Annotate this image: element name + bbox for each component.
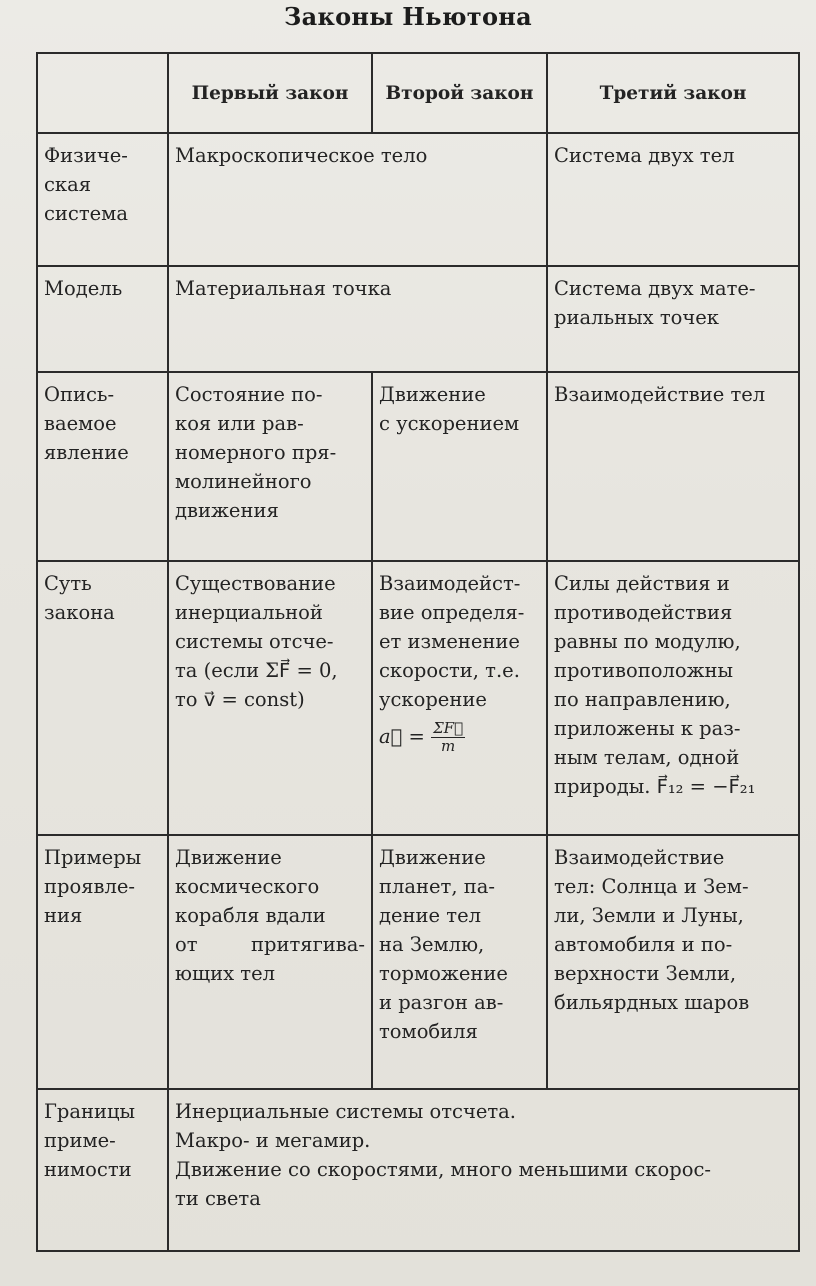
row-label-phenomenon <box>37 372 168 561</box>
label-line: проявле- <box>44 875 136 898</box>
cell-text: та (если ΣF⃗ = 0, <box>175 659 338 682</box>
cell-model-third <box>547 266 799 372</box>
cell-text: торможение <box>379 962 508 985</box>
formula-fraction <box>431 720 465 755</box>
header-second-law: Второй закон <box>372 53 547 133</box>
label-line: Физиче- <box>44 144 128 167</box>
cell-text: Существование <box>175 572 336 595</box>
cell-text: то v⃗ = const) <box>175 688 305 711</box>
cell-text: равны по модулю, <box>554 630 741 653</box>
label-line: нимости <box>44 1158 132 1181</box>
cell-text: дение тел <box>379 904 481 927</box>
cell-text: Движение <box>379 846 486 869</box>
cell-text: системы отсче- <box>175 630 334 653</box>
cell-text: ли, Земли и Луны, <box>554 904 744 927</box>
label-line: Примеры <box>44 846 142 869</box>
cell-text: скорости, т.е. <box>379 659 520 682</box>
row-phenomenon <box>37 372 799 561</box>
cell-text: Система двух мате- <box>554 277 756 300</box>
cell-phenomenon-first <box>168 372 372 561</box>
cell-text: Состояние по- <box>175 383 323 406</box>
cell-text: от притягива- <box>175 933 365 956</box>
cell-text: планет, па- <box>379 875 495 898</box>
cell-text: коя или рав- <box>175 412 304 435</box>
cell-text: на Землю, <box>379 933 485 956</box>
row-physical-system <box>37 133 799 266</box>
cell-text: Движение <box>175 846 282 869</box>
header-first-law: Первый закон <box>168 53 372 133</box>
cell-examples-third <box>547 835 799 1089</box>
row-label-limits <box>37 1089 168 1251</box>
row-limits <box>37 1089 799 1251</box>
cell-text: Движение <box>379 383 486 406</box>
label-line: Модель <box>44 277 123 300</box>
cell-text: томобиля <box>379 1020 478 1043</box>
cell-system-third <box>547 133 799 266</box>
cell-text: риальных точек <box>554 306 719 329</box>
corner-cell <box>37 53 168 133</box>
cell-text: тел: Солнца и Зем- <box>554 875 749 898</box>
cell-text: Инерциальные системы отсчета. <box>175 1100 516 1123</box>
cell-examples-second <box>372 835 547 1089</box>
label-line: Опись- <box>44 383 115 406</box>
header-row <box>37 53 799 133</box>
cell-text: приложены к раз- <box>554 717 741 740</box>
cell-text: Макро- и мегамир. <box>175 1129 371 1152</box>
cell-essence-second <box>372 561 547 835</box>
cell-text: противоположны <box>554 659 734 682</box>
cell-text: ти света <box>175 1187 261 1210</box>
formula-lhs: a⃗ = <box>379 725 425 748</box>
label-line: явление <box>44 441 129 464</box>
row-label-model <box>37 266 168 372</box>
label-line: ваемое <box>44 412 117 435</box>
row-essence <box>37 561 799 835</box>
cell-text: Движение со скоростями, много меньшими скорос- <box>175 1158 711 1181</box>
cell-text: Взаимодействие <box>554 846 725 869</box>
cell-text: бильярдных шаров <box>554 991 750 1014</box>
cell-text: Взаимодейст- <box>379 572 521 595</box>
cell-examples-first <box>168 835 372 1089</box>
row-label-examples <box>37 835 168 1089</box>
cell-text: верхности Земли, <box>554 962 737 985</box>
label-line: Границы <box>44 1100 136 1123</box>
cell-text: по направлению, <box>554 688 731 711</box>
cell-text: с ускорением <box>379 412 520 435</box>
row-label-physical-system <box>37 133 168 266</box>
acceleration-formula <box>379 720 540 755</box>
cell-text: ющих тел <box>175 962 276 985</box>
label-line: закона <box>44 601 115 624</box>
row-model <box>37 266 799 372</box>
label-line: Суть <box>44 572 92 595</box>
formula-denominator: m <box>440 737 456 755</box>
cell-text: корабля вдали <box>175 904 326 927</box>
cell-model-first-second <box>168 266 547 372</box>
cell-text: Система двух тел <box>554 144 735 167</box>
cell-text: космического <box>175 875 320 898</box>
formula-numerator: ΣF⃗ <box>433 719 464 737</box>
cell-text: автомобиля и по- <box>554 933 733 956</box>
cell-text: Взаимодействие тел <box>554 383 766 406</box>
cell-text: вие определя- <box>379 601 525 624</box>
cell-text: Силы действия и <box>554 572 730 595</box>
cell-text: Материальная точка <box>175 277 392 300</box>
label-line: приме- <box>44 1129 116 1152</box>
cell-limits-content <box>168 1089 799 1251</box>
cell-phenomenon-third <box>547 372 799 561</box>
label-line: ния <box>44 904 83 927</box>
cell-text: молинейного <box>175 470 312 493</box>
cell-text: номерного пря- <box>175 441 337 464</box>
cell-essence-third <box>547 561 799 835</box>
cell-text: ным телам, одной <box>554 746 740 769</box>
page-title: Законы Ньютона <box>284 2 532 31</box>
cell-text: природы. F⃗₁₂ = −F⃗₂₁ <box>554 775 756 798</box>
row-label-essence <box>37 561 168 835</box>
newton-laws-table <box>36 52 800 1252</box>
label-line: система <box>44 202 128 225</box>
cell-text: ускорение <box>379 688 487 711</box>
row-examples <box>37 835 799 1089</box>
cell-text: движения <box>175 499 279 522</box>
cell-text: инерциальной <box>175 601 323 624</box>
cell-text: Макроскопическое тело <box>175 144 428 167</box>
label-line: ская <box>44 173 92 196</box>
cell-text: ет изменение <box>379 630 520 653</box>
cell-text: и разгон ав- <box>379 991 504 1014</box>
cell-essence-first <box>168 561 372 835</box>
cell-text: противодействия <box>554 601 733 624</box>
cell-system-first-second <box>168 133 547 266</box>
header-third-law: Третий закон <box>547 53 799 133</box>
cell-phenomenon-second <box>372 372 547 561</box>
